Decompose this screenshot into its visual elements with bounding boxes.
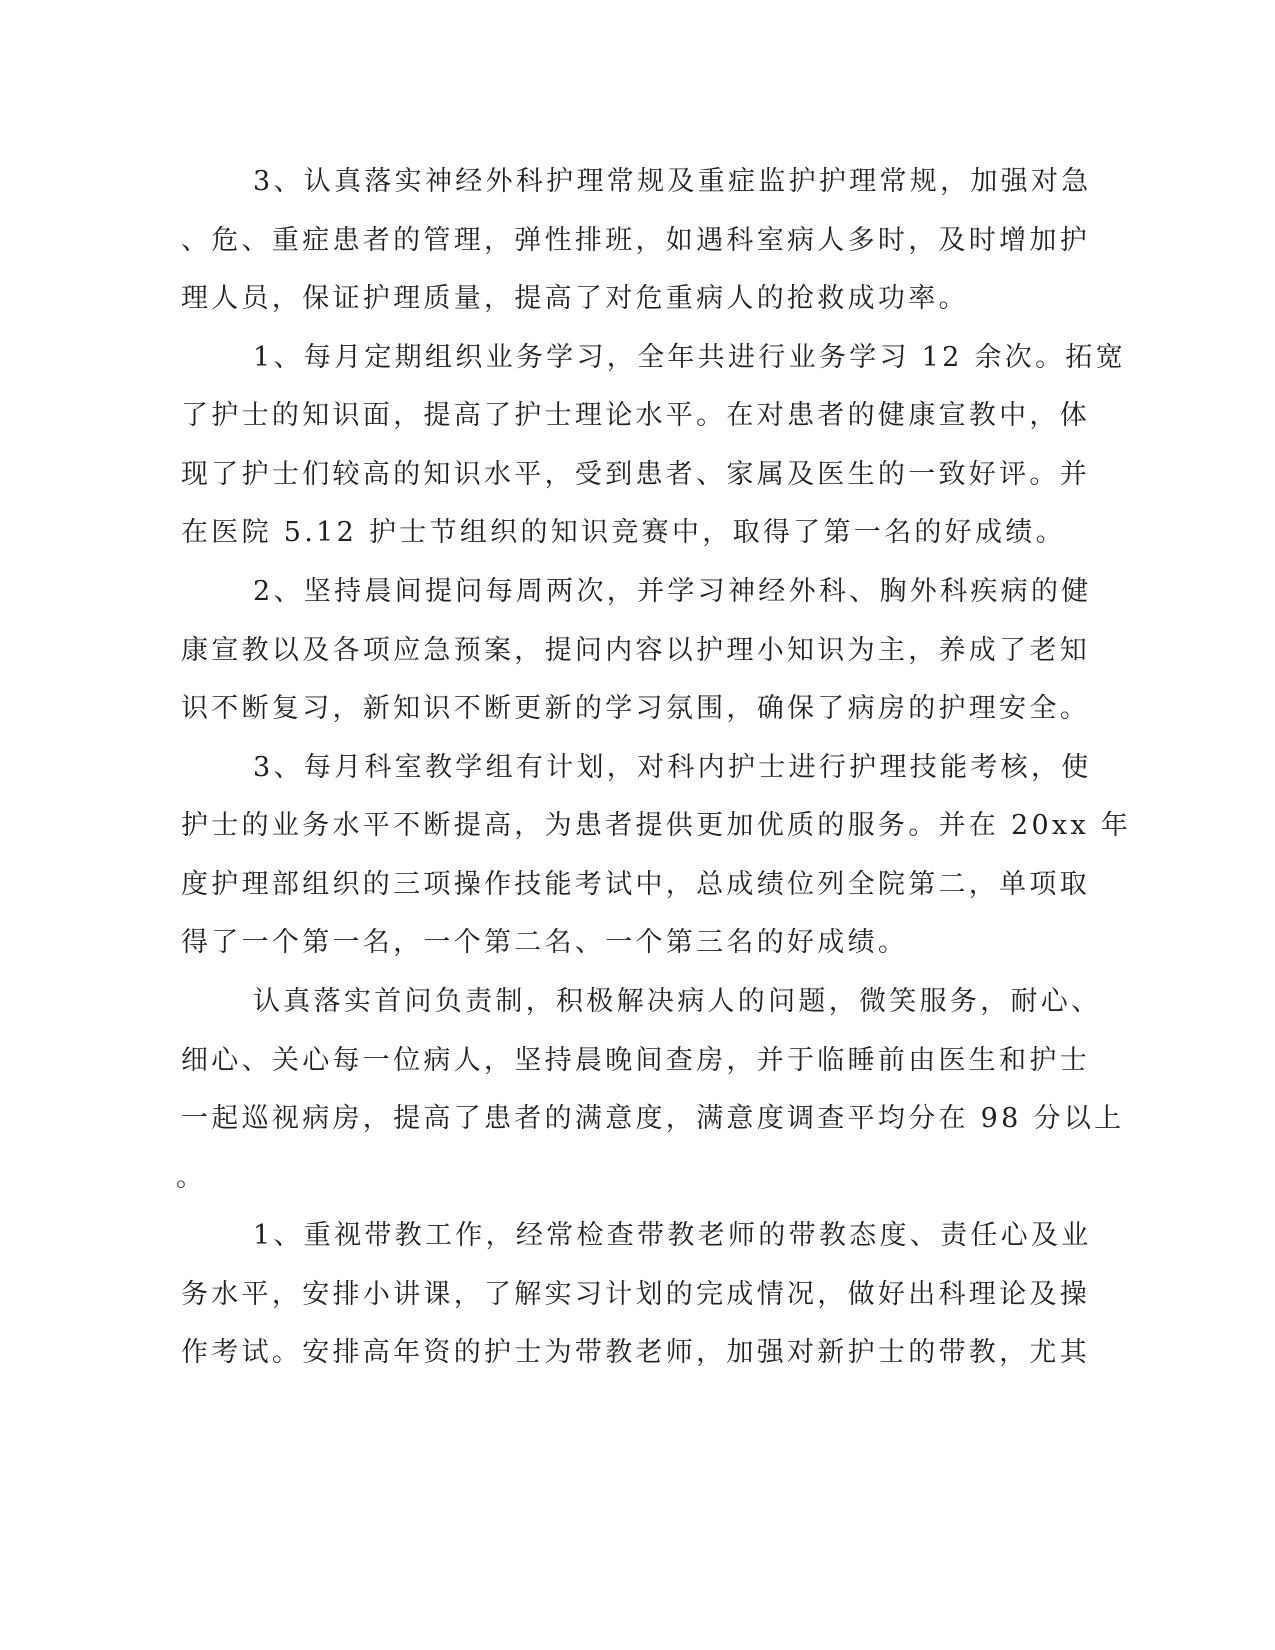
text-line: 1、每月定期组织业务学习，全年共进行业务学习 12 余次。拓宽 <box>253 342 1126 373</box>
text-line: 3、每月科室教学组有计划，对科内护士进行护理技能考核，使 <box>253 752 1092 783</box>
text-line: 3、认真落实神经外科护理常规及重症监护护理常规，加强对急 <box>253 166 1092 197</box>
text-line: 1、重视带教工作，经常检查带教老师的带教态度、责任心及业 <box>253 1220 1092 1251</box>
text-line: 了护士的知识面，提高了护士理论水平。在对患者的健康宣教中，体 <box>181 400 1090 431</box>
text-line: 理人员，保证护理质量，提高了对危重病人的抢救成功率。 <box>181 283 969 314</box>
text-line: 识不断复习，新知识不断更新的学习氛围，确保了病房的护理安全。 <box>181 693 1090 724</box>
text-line: 度护理部组织的三项操作技能考试中，总成绩位列全院第二，单项取 <box>181 869 1090 900</box>
text-line: 务水平，安排小讲课，了解实习计划的完成情况，做好出科理论及操 <box>181 1279 1090 1310</box>
text-line: 、危、重症患者的管理，弹性排班，如遇科室病人多时，及时增加护 <box>181 225 1090 256</box>
text-line: 护士的业务水平不断提高，为患者提供更加优质的服务。并在 20xx 年 <box>181 810 1132 841</box>
text-line: 。 <box>176 1162 207 1193</box>
text-line: 细心、关心每一位病人，坚持晨晚间查房，并于临睡前由医生和护士 <box>181 1045 1090 1076</box>
text-line: 认真落实首问负责制，积极解决病人的问题，微笑服务，耐心、 <box>253 986 1102 1017</box>
text-line: 一起巡视病房，提高了患者的满意度，满意度调查平均分在 98 分以上 <box>181 1103 1125 1134</box>
text-line: 在医院 5.12 护士节组织的知识竞赛中，取得了第一名的好成绩。 <box>181 517 1066 548</box>
text-line: 康宣教以及各项应急预案，提问内容以护理小知识为主，养成了老知 <box>181 635 1090 666</box>
text-line: 得了一个第一名，一个第二名、一个第三名的好成绩。 <box>181 927 909 958</box>
text-line: 作考试。安排高年资的护士为带教老师，加强对新护士的带教，尤其 <box>181 1337 1090 1368</box>
text-line: 现了护士们较高的知识水平，受到患者、家属及医生的一致好评。并 <box>181 459 1090 490</box>
text-line: 2、坚持晨间提问每周两次，并学习神经外科、胸外科疾病的健 <box>253 576 1092 607</box>
